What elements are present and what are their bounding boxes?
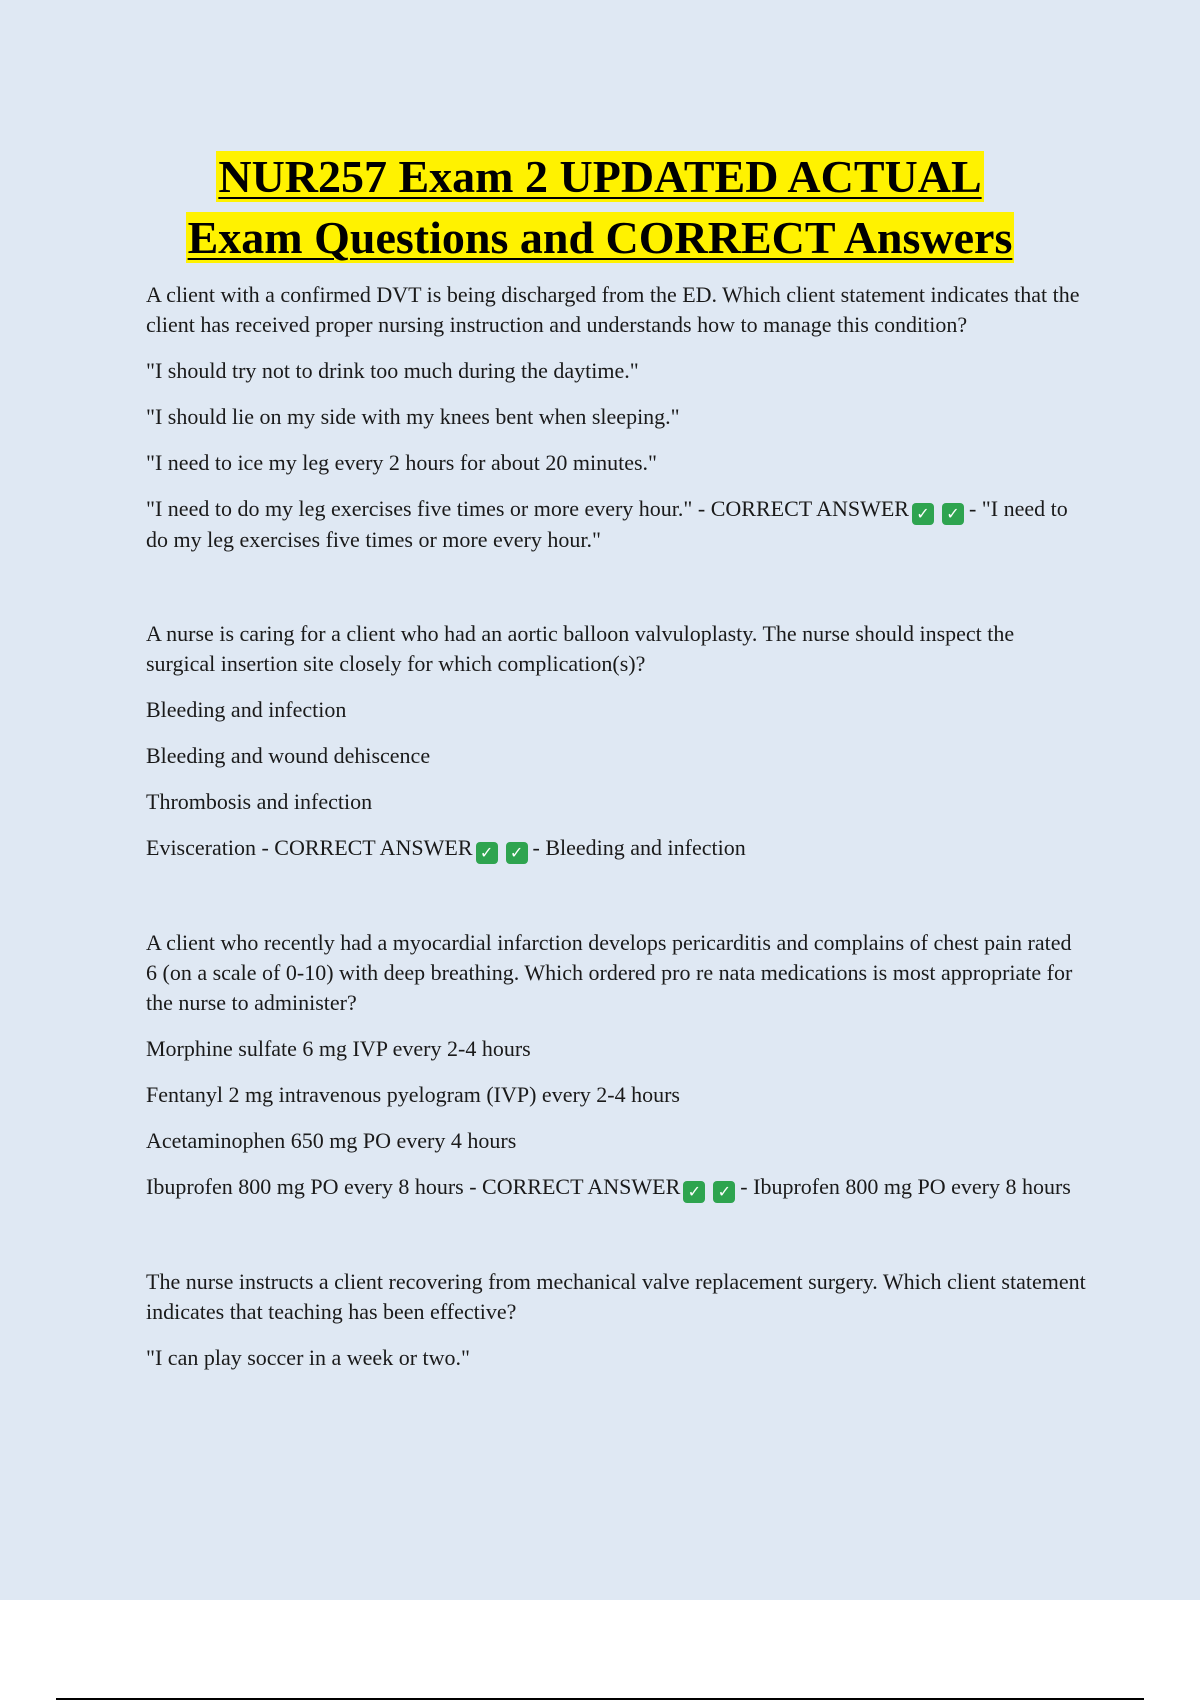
answer-option: Bleeding and wound dehiscence [146,743,431,768]
answer-option-with-key [146,494,1086,555]
qa-block-4 [146,1267,1086,1373]
qa-block-1 [146,280,1086,555]
option-text: Ibuprofen 800 mg PO every 8 hours - CORRECT ANSWER [146,1174,681,1199]
correct-answer-text: - Bleeding and infection [532,835,746,860]
question-text: A nurse is caring for a client who had an aortic balloon valvuloplasty. The nurse should inspect the surgical insertion site closely for which complication(s)? [146,621,1015,676]
checkmark-icon: ✓ [683,1181,705,1203]
checkmark-icon: ✓ [713,1181,735,1203]
answer-option: "I can play soccer in a week or two." [146,1345,470,1370]
correct-answer-text: - Ibuprofen 800 mg PO every 8 hours [740,1174,1071,1199]
title-line-2: Exam Questions and CORRECT Answers [187,212,1013,263]
question-text: The nurse instructs a client recovering from mechanical valve replacement surgery. Which client statement indicates that teaching has been effective? [146,1269,1086,1324]
answer-option-with-key [146,1172,1086,1203]
answer-option: "I need to ice my leg every 2 hours for about 20 minutes." [146,450,657,475]
checkmark-icon: ✓ [476,842,498,864]
answer-option: Acetaminophen 650 mg PO every 4 hours [146,1128,517,1153]
option-text: "I need to do my leg exercises five times or more every hour." - CORRECT ANSWER [146,496,909,521]
option-text: Evisceration - CORRECT ANSWER [146,835,473,860]
answer-option: Thrombosis and infection [146,789,373,814]
title-line-1: NUR257 Exam 2 UPDATED ACTUAL [218,151,982,202]
answer-option: "I should lie on my side with my knees bent when sleeping." [146,404,680,429]
answer-option: "I should try not to drink too much during the daytime." [146,358,639,383]
answer-option: Bleeding and infection [146,697,347,722]
correct-answer-text: - "I need to do my leg exercises five times or more every hour." [146,496,1068,552]
document-title [0,146,1200,268]
checkmark-icon: ✓ [912,503,934,525]
qa-block-3 [146,928,1086,1203]
answer-option: Fentanyl 2 mg intravenous pyelogram (IVP) every 2-4 hours [146,1082,680,1107]
qa-block-2 [146,619,1086,864]
checkmark-icon: ✓ [942,503,964,525]
qa-list [146,280,1086,1437]
question-text: A client with a confirmed DVT is being discharged from the ED. Which client statement indicates that the client has received proper nursing instruction and understands how to manage this condition? [146,282,1080,337]
answer-option: Morphine sulfate 6 mg IVP every 2-4 hours [146,1036,531,1061]
checkmark-icon: ✓ [506,842,528,864]
question-text: A client who recently had a myocardial infarction develops pericarditis and complains of chest pain rated 6 (on a scale of 0-10) with deep breathing. Which ordered pro re nata medications is most appropriate for the nurse to administer? [146,930,1073,1015]
answer-option-with-key [146,833,1086,864]
